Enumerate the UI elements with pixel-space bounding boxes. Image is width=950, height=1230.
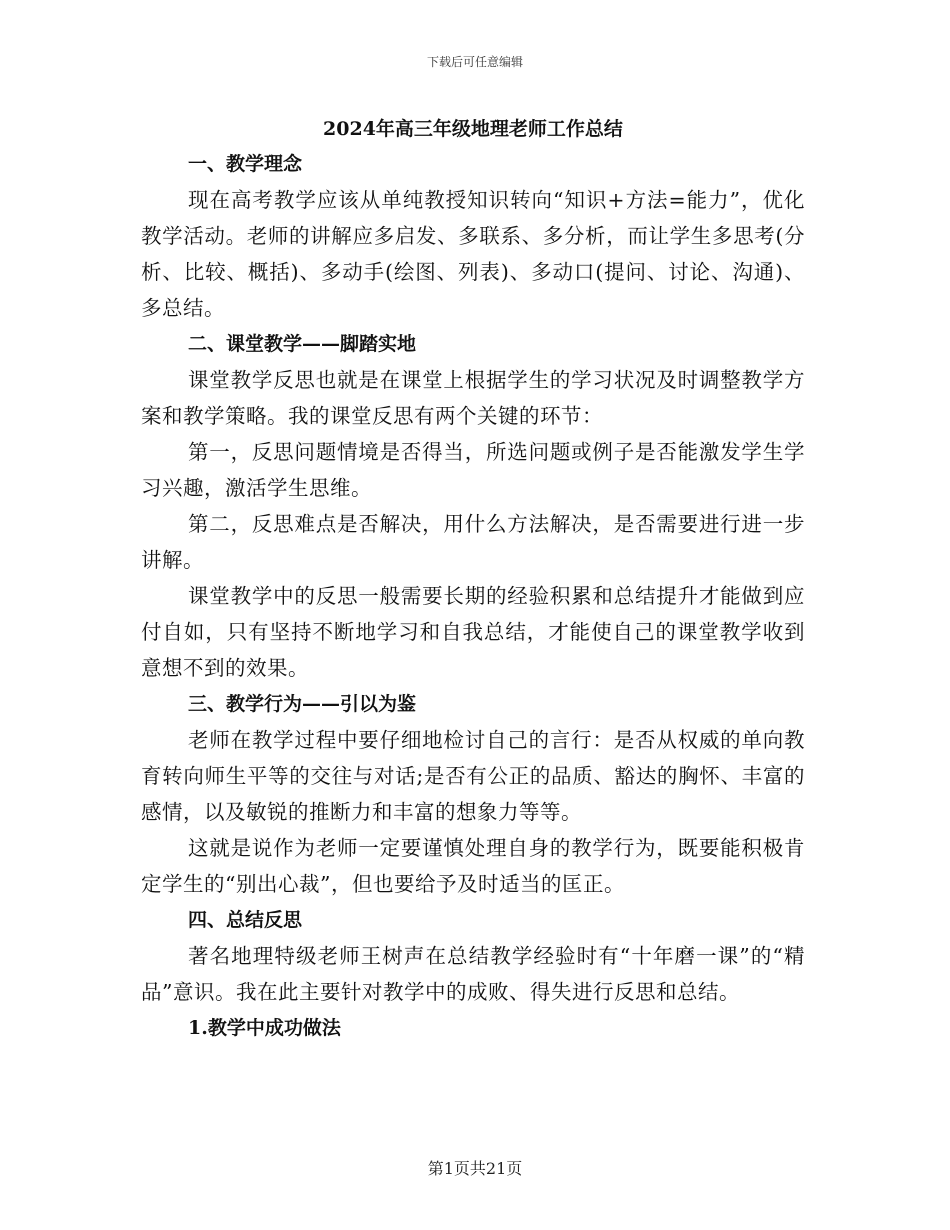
page-number: 第1页共21页 (427, 1159, 523, 1178)
page-header-note: 下载后可任意编辑 (426, 55, 523, 69)
paragraph: 第二，反思难点是否解决，用什么方法解决，是否需要进行进一步讲解。 (141, 512, 805, 572)
section-classroom-teaching (141, 326, 805, 686)
section-heading: 一、教学理念 (188, 153, 303, 175)
document-title: 2024年高三年级地理老师工作总结 (323, 118, 623, 140)
section-heading: 三、教学行为——引以为鉴 (188, 693, 417, 715)
section-heading: 二、课堂教学——脚踏实地 (188, 333, 417, 355)
paragraph: 老师在教学过程中要仔细地检讨自己的言行：是否从权威的单向教育转向师生平等的交往与对话;是否有公正的品质、豁达的胸怀、丰富的感情，以及敏锐的推断力和丰富的想象力等等。 (141, 728, 805, 824)
section-heading: 四、总结反思 (188, 909, 303, 931)
paragraph: 现在高考教学应该从单纯教授知识转向“知识+方法=能力”，优化教学活动。老师的讲解应多启发、多联系、多分析，而让学生多思考(分析、比较、概括)、多动手(绘图、列表)、多动口(提问、讨论、沟通)、多总结。 (141, 188, 805, 320)
section-teaching-philosophy (141, 146, 805, 326)
section-teaching-behavior (141, 686, 805, 902)
paragraph: 第一，反思问题情境是否得当，所选问题或例子是否能激发学生学习兴趣，激活学生思维。 (141, 440, 805, 500)
subsection-successful-practices (141, 1010, 805, 1046)
subsection-heading: 1.教学中成功做法 (188, 1017, 341, 1039)
paragraph: 著名地理特级老师王树声在总结教学经验时有“十年磨一课”的“精品”意识。我在此主要针对教学中的成败、得失进行反思和总结。 (141, 944, 805, 1004)
section-summary-reflection (141, 902, 805, 1010)
document-body (141, 112, 805, 1046)
paragraph: 这就是说作为老师一定要谨慎处理自身的教学行为，既要能积极肯定学生的“别出心裁”，但也要给予及时适当的匡正。 (141, 836, 805, 896)
paragraph: 课堂教学中的反思一般需要长期的经验积累和总结提升才能做到应付自如，只有坚持不断地学习和自我总结，才能使自己的课堂教学收到意想不到的效果。 (141, 584, 805, 680)
paragraph: 课堂教学反思也就是在课堂上根据学生的学习状况及时调整教学方案和教学策略。我的课堂反思有两个关键的环节： (141, 368, 805, 428)
